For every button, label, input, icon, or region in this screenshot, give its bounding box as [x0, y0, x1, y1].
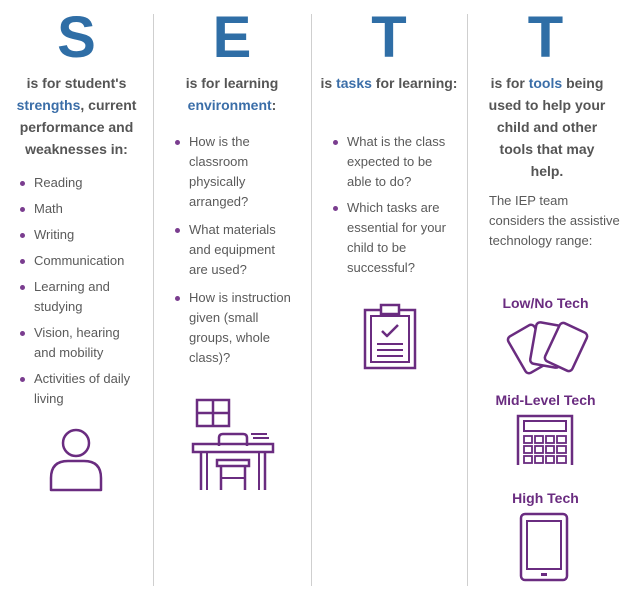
high-tech-label: High Tech: [512, 490, 579, 506]
low-no-tech-label: Low/No Tech: [502, 295, 589, 311]
list-item: How is the classroom physically arranged?: [175, 132, 293, 212]
column-t-tasks-heading: [319, 72, 459, 94]
list-item: Vision, hearing and mobility: [20, 323, 138, 363]
heading-text: is for: [490, 75, 525, 91]
classroom-desk-icon: [191, 398, 275, 492]
calculator-icon: [516, 413, 574, 465]
list-item: Math: [20, 199, 138, 219]
column-s-heading: [10, 72, 143, 160]
heading-highlight: strengths: [16, 97, 81, 113]
list-item: Activities of daily living: [20, 369, 138, 409]
list-item: Writing: [20, 225, 138, 245]
list-item: What is the class expected to be able to do?: [333, 132, 455, 192]
column-t-tasks: [311, 0, 467, 611]
heading-text: is for learning: [185, 75, 279, 91]
cards-icon: [509, 314, 585, 376]
heading-text: , current performance and weaknesses in:: [19, 97, 137, 157]
environment-list: [175, 132, 293, 368]
heading-text: is for student's: [26, 75, 127, 91]
heading-text: :: [271, 97, 277, 113]
iep-team-paragraph: The IEP team considers the assistive technology range:: [489, 193, 620, 248]
heading-text: for learning:: [375, 75, 458, 91]
column-e: [153, 0, 311, 611]
letter-e: E: [212, 5, 252, 70]
heading-highlight: tasks: [336, 75, 372, 91]
strengths-list: [20, 173, 138, 409]
heading-text: being used to help your child and other tools that may help.: [488, 75, 606, 179]
person-icon: [48, 428, 104, 492]
column-t-tools-heading: [485, 72, 609, 182]
list-item: How is instruction given (small groups, whole class)?: [175, 288, 293, 368]
list-item: Reading: [20, 173, 138, 193]
clipboard-checklist-icon: [363, 304, 417, 370]
heading-highlight: tools: [528, 75, 563, 91]
letter-t: T: [527, 5, 564, 70]
mid-level-tech-label: Mid-Level Tech: [495, 392, 596, 408]
letter-s: S: [57, 5, 96, 70]
heading-highlight: environment: [187, 97, 272, 113]
column-t-tools: [467, 0, 624, 611]
list-item: Which tasks are essential for your child to be successful?: [333, 198, 455, 278]
list-item: Learning and studying: [20, 277, 138, 317]
list-item: Communication: [20, 251, 138, 271]
column-s: [0, 0, 153, 611]
heading-text: is: [320, 75, 333, 91]
column-e-heading: [161, 72, 303, 116]
list-item: What materials and equipment are used?: [175, 220, 293, 280]
letter-t: T: [371, 5, 407, 70]
tasks-list: [333, 132, 455, 278]
tablet-icon: [519, 512, 569, 582]
